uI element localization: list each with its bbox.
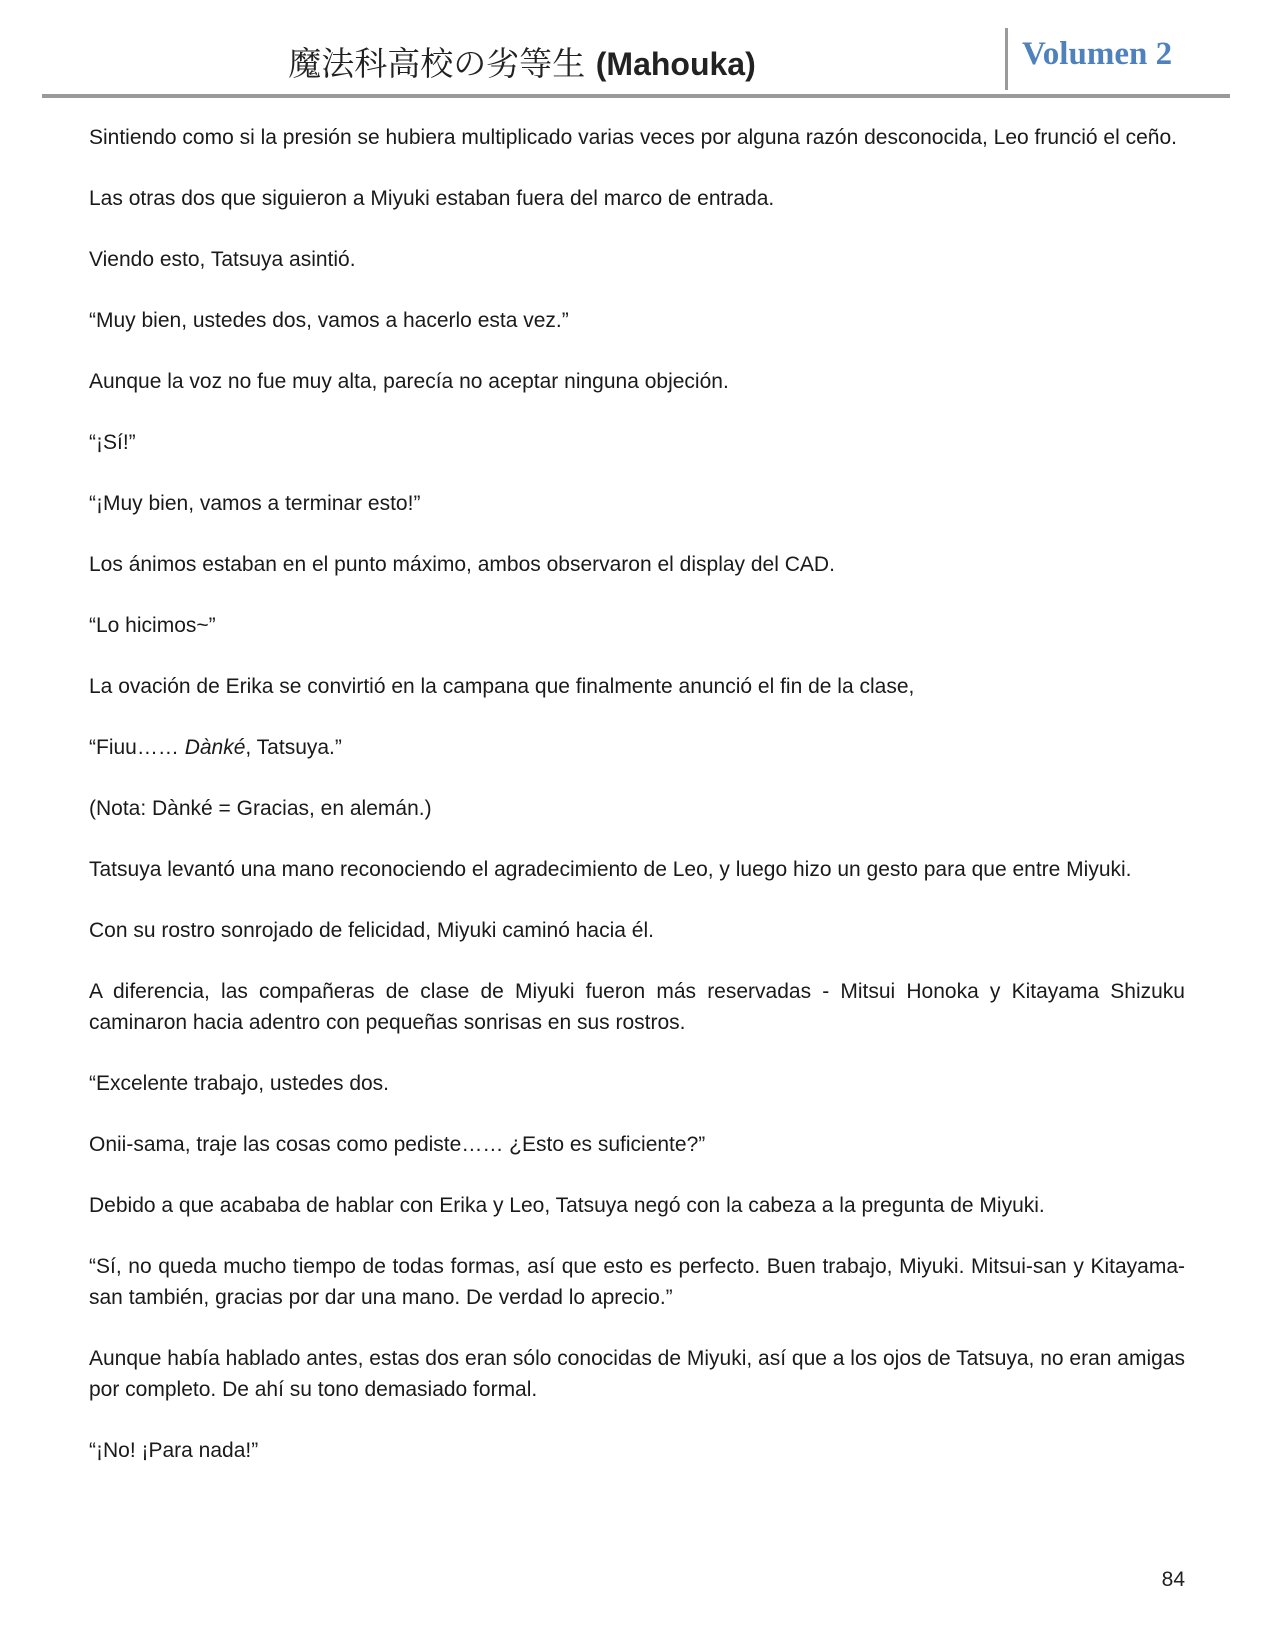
paragraph: Tatsuya levantó una mano reconociendo el agradecimiento de Leo, y luego hizo un gesto para que entre Miyuki. <box>89 858 1132 881</box>
page-number: 84 <box>1161 1568 1185 1591</box>
paragraph: Los ánimos estaban en el punto máximo, ambos observaron el display del CAD. <box>89 553 835 576</box>
paragraph: Debido a que acababa de hablar con Erika y Leo, Tatsuya negó con la cabeza a la pregunta de Miyuki. <box>89 1194 1045 1217</box>
paragraph: “Sí, no queda mucho tiempo de todas formas, así que esto es perfecto. Buen trabajo, Miyuki. Mitsui-san y Kitayama-san también, gracias por dar una mano. De verdad lo aprecio.” <box>89 1255 1185 1309</box>
paragraph: “¡Muy bien, vamos a terminar esto!” <box>89 492 421 515</box>
paragraph: Onii-sama, traje las cosas como pediste…… ¿Esto es suficiente?” <box>89 1133 706 1156</box>
paragraph-danke <box>89 732 1185 763</box>
paragraph: “¡No! ¡Para nada!” <box>89 1439 259 1462</box>
paragraph: “Muy bien, ustedes dos, vamos a hacerlo esta vez.” <box>89 309 569 332</box>
paragraph: Sintiendo como si la presión se hubiera multiplicado varias veces por alguna razón desconocida, Leo frunció el ceño. <box>89 126 1177 149</box>
paragraph: Las otras dos que siguieron a Miyuki estaban fuera del marco de entrada. <box>89 187 775 210</box>
book-title-japanese: 魔法科高校の劣等生 <box>288 44 586 83</box>
paragraph: “Excelente trabajo, ustedes dos. <box>89 1072 390 1095</box>
book-title <box>42 38 1002 85</box>
paragraph: Aunque había hablado antes, estas dos eran sólo conocidas de Miyuki, así que a los ojos de Tatsuya, no eran amigas por completo. De ahí su tono demasiado formal. <box>89 1347 1185 1401</box>
danke-after: , Tatsuya.” <box>245 736 342 759</box>
page-header <box>42 22 1230 98</box>
paragraph: Viendo esto, Tatsuya asintió. <box>89 248 356 271</box>
danke-emphasis: Dànké <box>184 736 246 759</box>
paragraph: “Lo hicimos~” <box>89 614 216 637</box>
paragraph: La ovación de Erika se convirtió en la campana que finalmente anunció el fin de la clase, <box>89 675 915 698</box>
paragraph: Aunque la voz no fue muy alta, parecía no aceptar ninguna objeción. <box>89 370 729 393</box>
volume-label: Volumen 2 <box>1022 36 1173 72</box>
header-divider <box>1005 28 1008 90</box>
paragraph: “¡Sí!” <box>89 431 136 454</box>
paragraph-note: (Nota: Dànké = Gracias, en alemán.) <box>89 797 432 820</box>
book-title-romanized: (Mahouka) <box>595 46 756 82</box>
paragraph: A diferencia, las compañeras de clase de Miyuki fueron más reservadas - Mitsui Honoka y Kitayama Shizuku caminaron hacia adentro con pequeñas sonrisas en sus rostros. <box>89 980 1185 1034</box>
body-text <box>89 122 1185 1496</box>
danke-before: “Fiuu…… <box>89 736 185 759</box>
paragraph: Con su rostro sonrojado de felicidad, Miyuki caminó hacia él. <box>89 919 654 942</box>
